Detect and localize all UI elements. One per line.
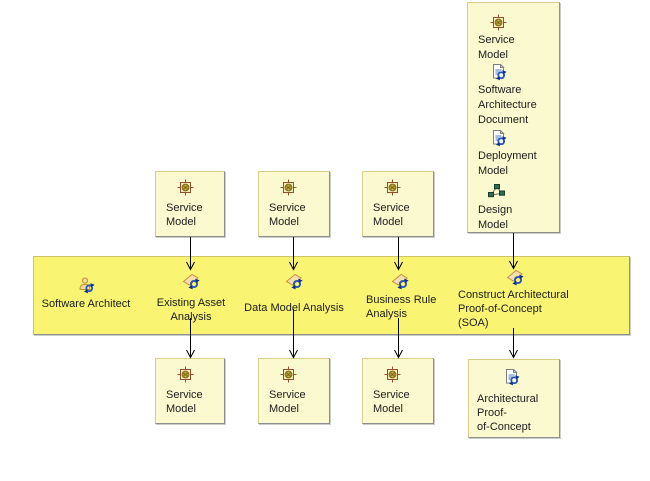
- workproduct-box-service-model-output-2[interactable]: [258, 358, 330, 424]
- task-icon: [285, 273, 303, 290]
- workproduct-label-line: Architectural: [477, 393, 539, 405]
- workproduct-item-software-architecture-document[interactable]: [468, 64, 559, 128]
- workproduct-box-service-model-output-3[interactable]: [362, 358, 434, 424]
- artifact-icon: [503, 369, 520, 386]
- workproduct-label-line: Model: [478, 165, 508, 177]
- workproduct-box-service-model-output-1[interactable]: [155, 358, 225, 424]
- workproduct-label-line: Service: [166, 202, 203, 214]
- workproduct-label-line: Model: [373, 216, 403, 228]
- role-performer-icon: [78, 277, 95, 294]
- service-model-icon: [280, 179, 297, 196]
- task-icon: [182, 273, 200, 290]
- workproduct-label-line: Proof-: [477, 407, 507, 419]
- task-label-line: Analysis: [366, 308, 407, 320]
- workproduct-label-line: Service: [166, 389, 203, 401]
- workproduct-item-service-model[interactable]: [468, 14, 559, 63]
- workproduct-label-line: Model: [373, 403, 403, 415]
- service-model-icon: [384, 366, 401, 383]
- workproduct-item-design-model[interactable]: [468, 184, 559, 233]
- workproduct-label-line: Model: [269, 216, 299, 228]
- task-label-line: Construct Architectural: [458, 289, 569, 301]
- task-node-data-model-analysis[interactable]: [240, 273, 348, 315]
- workproduct-label-line: Service: [373, 389, 410, 401]
- workproduct-label-line: Service: [269, 389, 306, 401]
- task-node-construct-architectural-proof-of-concept-soa[interactable]: [458, 269, 608, 330]
- design-model-icon: [488, 184, 505, 199]
- workproduct-box-service-model-input-3[interactable]: [362, 171, 434, 237]
- workproduct-label-line: Design: [478, 204, 513, 216]
- workproduct-box-architectural-proof-of-concept[interactable]: [468, 359, 560, 438]
- role-node-software-architect[interactable]: [34, 277, 138, 311]
- workproduct-label-line: Software: [478, 84, 522, 96]
- task-label-line: (SOA): [458, 317, 489, 329]
- workproduct-label-line: Model: [478, 49, 508, 61]
- artifact-icon: [490, 130, 507, 147]
- task-label-line: Proof-of-Concept: [458, 303, 542, 315]
- workproduct-box-service-model-input-1[interactable]: [155, 171, 225, 237]
- activity-band: [33, 256, 630, 335]
- workproduct-label-line: Service: [373, 202, 410, 214]
- task-node-existing-asset-analysis[interactable]: [147, 273, 235, 324]
- workproduct-label-line: Model: [166, 216, 196, 228]
- task-icon: [506, 269, 524, 286]
- role-label: Software Architect: [41, 298, 131, 310]
- workproduct-label-line: Deployment: [478, 150, 537, 162]
- task-icon: [391, 273, 409, 290]
- workproduct-label-line: of-Concept: [477, 421, 531, 433]
- task-label-line: Existing Asset: [156, 297, 226, 309]
- task-label-line: Data Model Analysis: [244, 302, 344, 314]
- workproduct-label-line: Document: [478, 114, 529, 126]
- service-model-icon: [177, 366, 194, 383]
- task-label-line: Business Rule: [366, 294, 437, 306]
- workproduct-label-line: Model: [166, 403, 196, 415]
- workproduct-label-line: Model: [269, 403, 299, 415]
- workproduct-label-line: Service: [478, 34, 515, 46]
- artifact-icon: [490, 64, 507, 81]
- workproduct-label-line: Architecture: [478, 99, 537, 111]
- workproduct-box-service-model-input-2[interactable]: [258, 171, 330, 237]
- service-model-icon: [280, 366, 297, 383]
- workproduct-label-line: Model: [478, 219, 508, 231]
- service-model-icon: [384, 179, 401, 196]
- task-label-line: Analysis: [170, 311, 212, 323]
- input-workproducts-panel: [467, 2, 560, 233]
- workproduct-label-line: Service: [269, 202, 306, 214]
- service-model-icon: [177, 179, 194, 196]
- service-model-icon: [490, 14, 507, 31]
- workproduct-item-deployment-model[interactable]: [468, 130, 559, 179]
